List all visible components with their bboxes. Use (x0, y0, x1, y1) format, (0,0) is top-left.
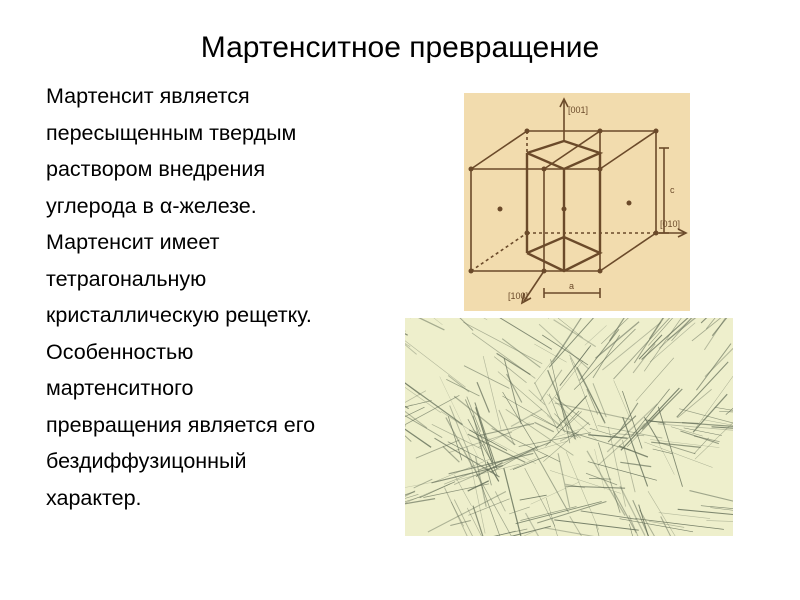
dimension-label-a: a (569, 281, 575, 291)
body-line: пересыщенным твердым (46, 120, 297, 145)
dimension-label-c: c (670, 185, 675, 195)
body-line: раствором внедрения (46, 157, 266, 181)
body-line: Мартенсит имеет (46, 230, 220, 254)
body-line: характер. (46, 485, 142, 510)
axis-label-010: [010] (660, 219, 681, 229)
body-line: Особенностью (46, 339, 194, 364)
micrograph-image (405, 318, 733, 536)
slide-title: Мартенситное превращение (200, 31, 600, 64)
martensite-micrograph (405, 318, 733, 536)
body-line: бездиффузицонный (46, 449, 247, 473)
body-line: Мартенсит является (46, 84, 250, 108)
body-line: кристаллическую рещетку. (46, 303, 312, 327)
lattice-lines (471, 99, 686, 303)
lattice-diagram (464, 93, 690, 311)
body-line: углерода в α-железе. (46, 193, 257, 218)
lattice-figure (464, 93, 690, 311)
axis-label-001: [001] (568, 105, 589, 115)
body-line: мартенситного (46, 376, 194, 400)
axis-label-100: [100] (508, 291, 529, 301)
body-line: тетрагональную (46, 266, 207, 291)
body-line: превращения является его (46, 412, 316, 437)
body-text (46, 78, 406, 516)
